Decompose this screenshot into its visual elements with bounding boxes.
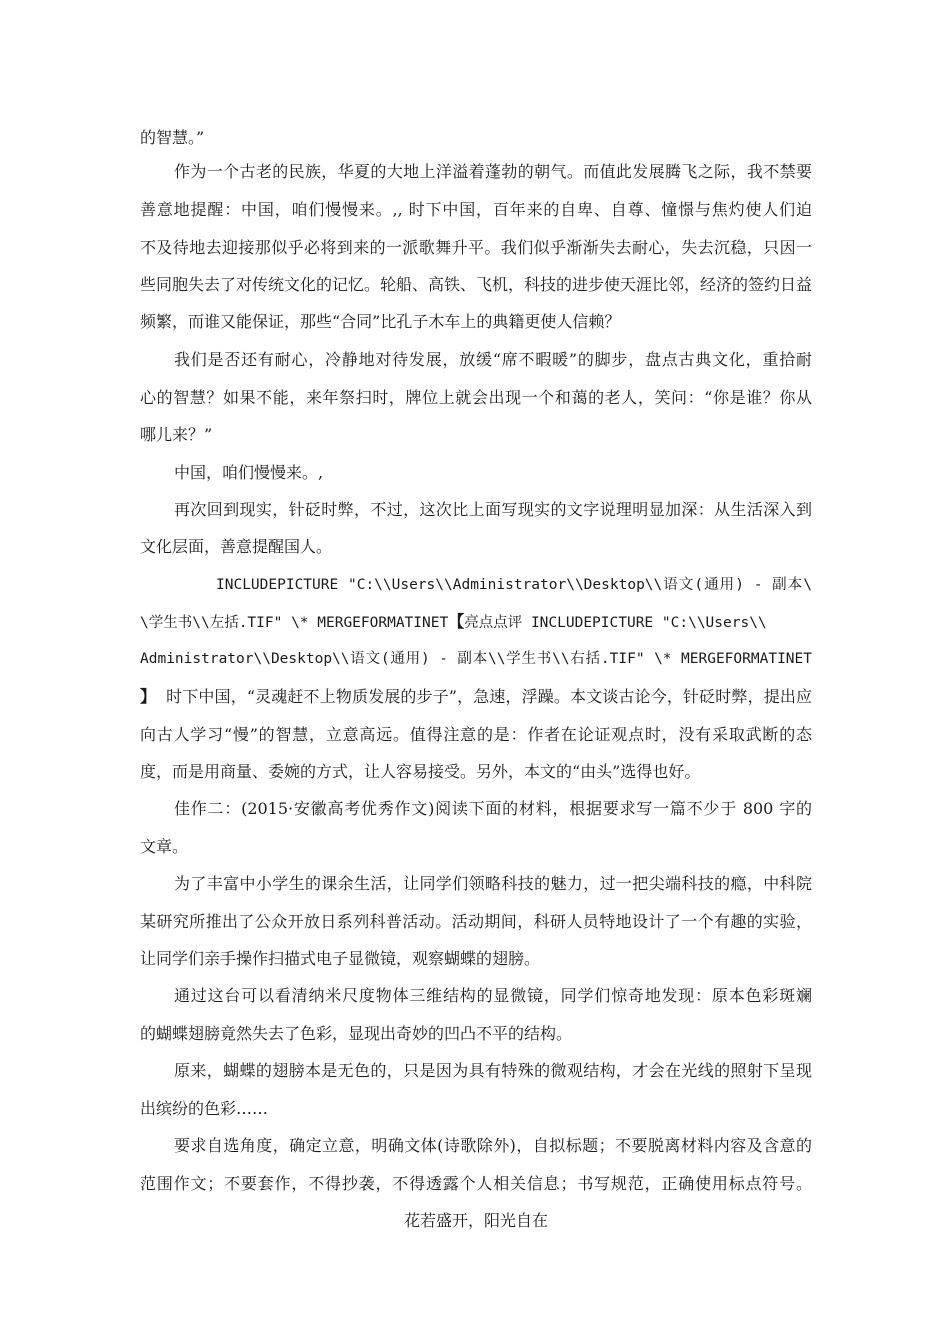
field-code: 亮点点评 INCLUDEPICTURE "C:\\Users\\: [464, 615, 767, 631]
text-line: 不及待地去迎接那似乎必将到来的一派歌舞升平。我们似乎渐渐失去耐心，失去沉稳，只因一: [140, 238, 812, 257]
text-line: 心的智慧？如果不能，来年祭扫时，牌位上就会出现一个和蔼的老人，笑问：“你是谁？你从: [140, 388, 812, 407]
text-line: 哪儿来？”: [140, 425, 213, 444]
text-line: 为了丰富中小学生的课余生活，让同学们领略科技的魅力，过一把尖端科技的瘾，中科院: [174, 874, 812, 893]
text-line: 文章。: [140, 837, 189, 856]
text-line: 善意地提醒：中国，咱们慢慢来。,, 时下中国，百年来的自卑、自尊、憧憬与焦灼使人们迫: [140, 200, 812, 219]
essay-title: 花若盛开，阳光自在: [403, 1211, 548, 1230]
text-line: 的智慧。”: [140, 128, 205, 147]
text-line: 再次回到现实，针砭时弊，不过，这次比上面写现实的文字说理明显加深：从生活深入到: [174, 500, 812, 519]
text-line: 度，而是用商量、委婉的方式，让人容易接受。另外，本文的“由头”选得也好。: [140, 762, 701, 781]
text-line: 范围作文；不要套作，不得抄袭，不得透露个人相关信息；书写规范，正确使用标点符号。: [140, 1174, 812, 1193]
text-line: 些同胞失去了对传统文化的记忆。轮船、高铁、飞机，科技的进步使天涯比邻，经济的签约日益: [140, 275, 813, 294]
text-line: 频繁，而谁又能保证，那些“合同”比孔子木车上的典籍更使人信赖？: [140, 312, 621, 331]
text-line: 让同学们亲手操作扫描式电子显微镜，观察蝴蝶的翅膀。: [140, 949, 541, 968]
close-bracket: 】: [140, 687, 157, 706]
text-line: 中国，咱们慢慢来。,: [174, 463, 324, 482]
field-code-line: Administrator\\Desktop\\语文(通用) - 副本\\学生书\\右括.TIF" \* MERGEFORMATINET: [140, 651, 812, 667]
text-line: 佳作二：(2015·安徽高考优秀作文)阅读下面的材料，根据要求写一篇不少于 800 字的: [174, 799, 812, 818]
field-code-line: INCLUDEPICTURE "C:\\Users\\Administrator\\Desktop\\语文(通用) - 副本\: [216, 577, 812, 593]
text-line: 要求自选角度，确定立意，明确文体(诗歌除外)，自拟标题；不要脱离材料内容及含意的: [174, 1136, 812, 1155]
text-line: 某研究所推出了公众开放日系列科普活动。活动期间，科研人员特地设计了一个有趣的实验，: [140, 912, 812, 931]
text-line: 出缤纷的色彩……: [140, 1099, 269, 1118]
text-line: 我们是否还有耐心，冷静地对待发展，放缓“席不暇暖”的脚步，盘点古典文化，重拾耐: [174, 350, 812, 369]
text-line: [140, 687, 812, 707]
text-line: 向古人学习“慢”的智慧，立意高远。值得注意的是：作者在论证观点时，没有采取武断的态: [140, 725, 812, 744]
open-bracket: 【: [448, 612, 465, 631]
text-line: 原来，蝴蝶的翅膀本是无色的，只是因为具有特殊的微观结构，才会在光线的照射下呈现: [174, 1061, 812, 1080]
text-line: 的蝴蝶翅膀竟然失去了色彩，显现出奇妙的凹凸不平的结构。: [140, 1024, 573, 1043]
text-line: 通过这台可以看清纳米尺度物体三维结构的显微镜，同学们惊奇地发现：原本色彩斑斓: [174, 986, 812, 1005]
field-code: \学生书\\左括.TIF" \* MERGEFORMATINET: [140, 615, 449, 631]
commentary-text: 时下中国，“灵魂赶不上物质发展的步子”，急速，浮躁。本文谈古论今，针砭时弊，提出应: [166, 687, 812, 706]
text-line: 文化层面，善意提醒国人。: [140, 537, 333, 556]
text-line: 作为一个古老的民族，华夏的大地上洋溢着蓬勃的朝气。而值此发展腾飞之际，我不禁要: [174, 162, 812, 181]
field-code-line: [140, 612, 812, 633]
